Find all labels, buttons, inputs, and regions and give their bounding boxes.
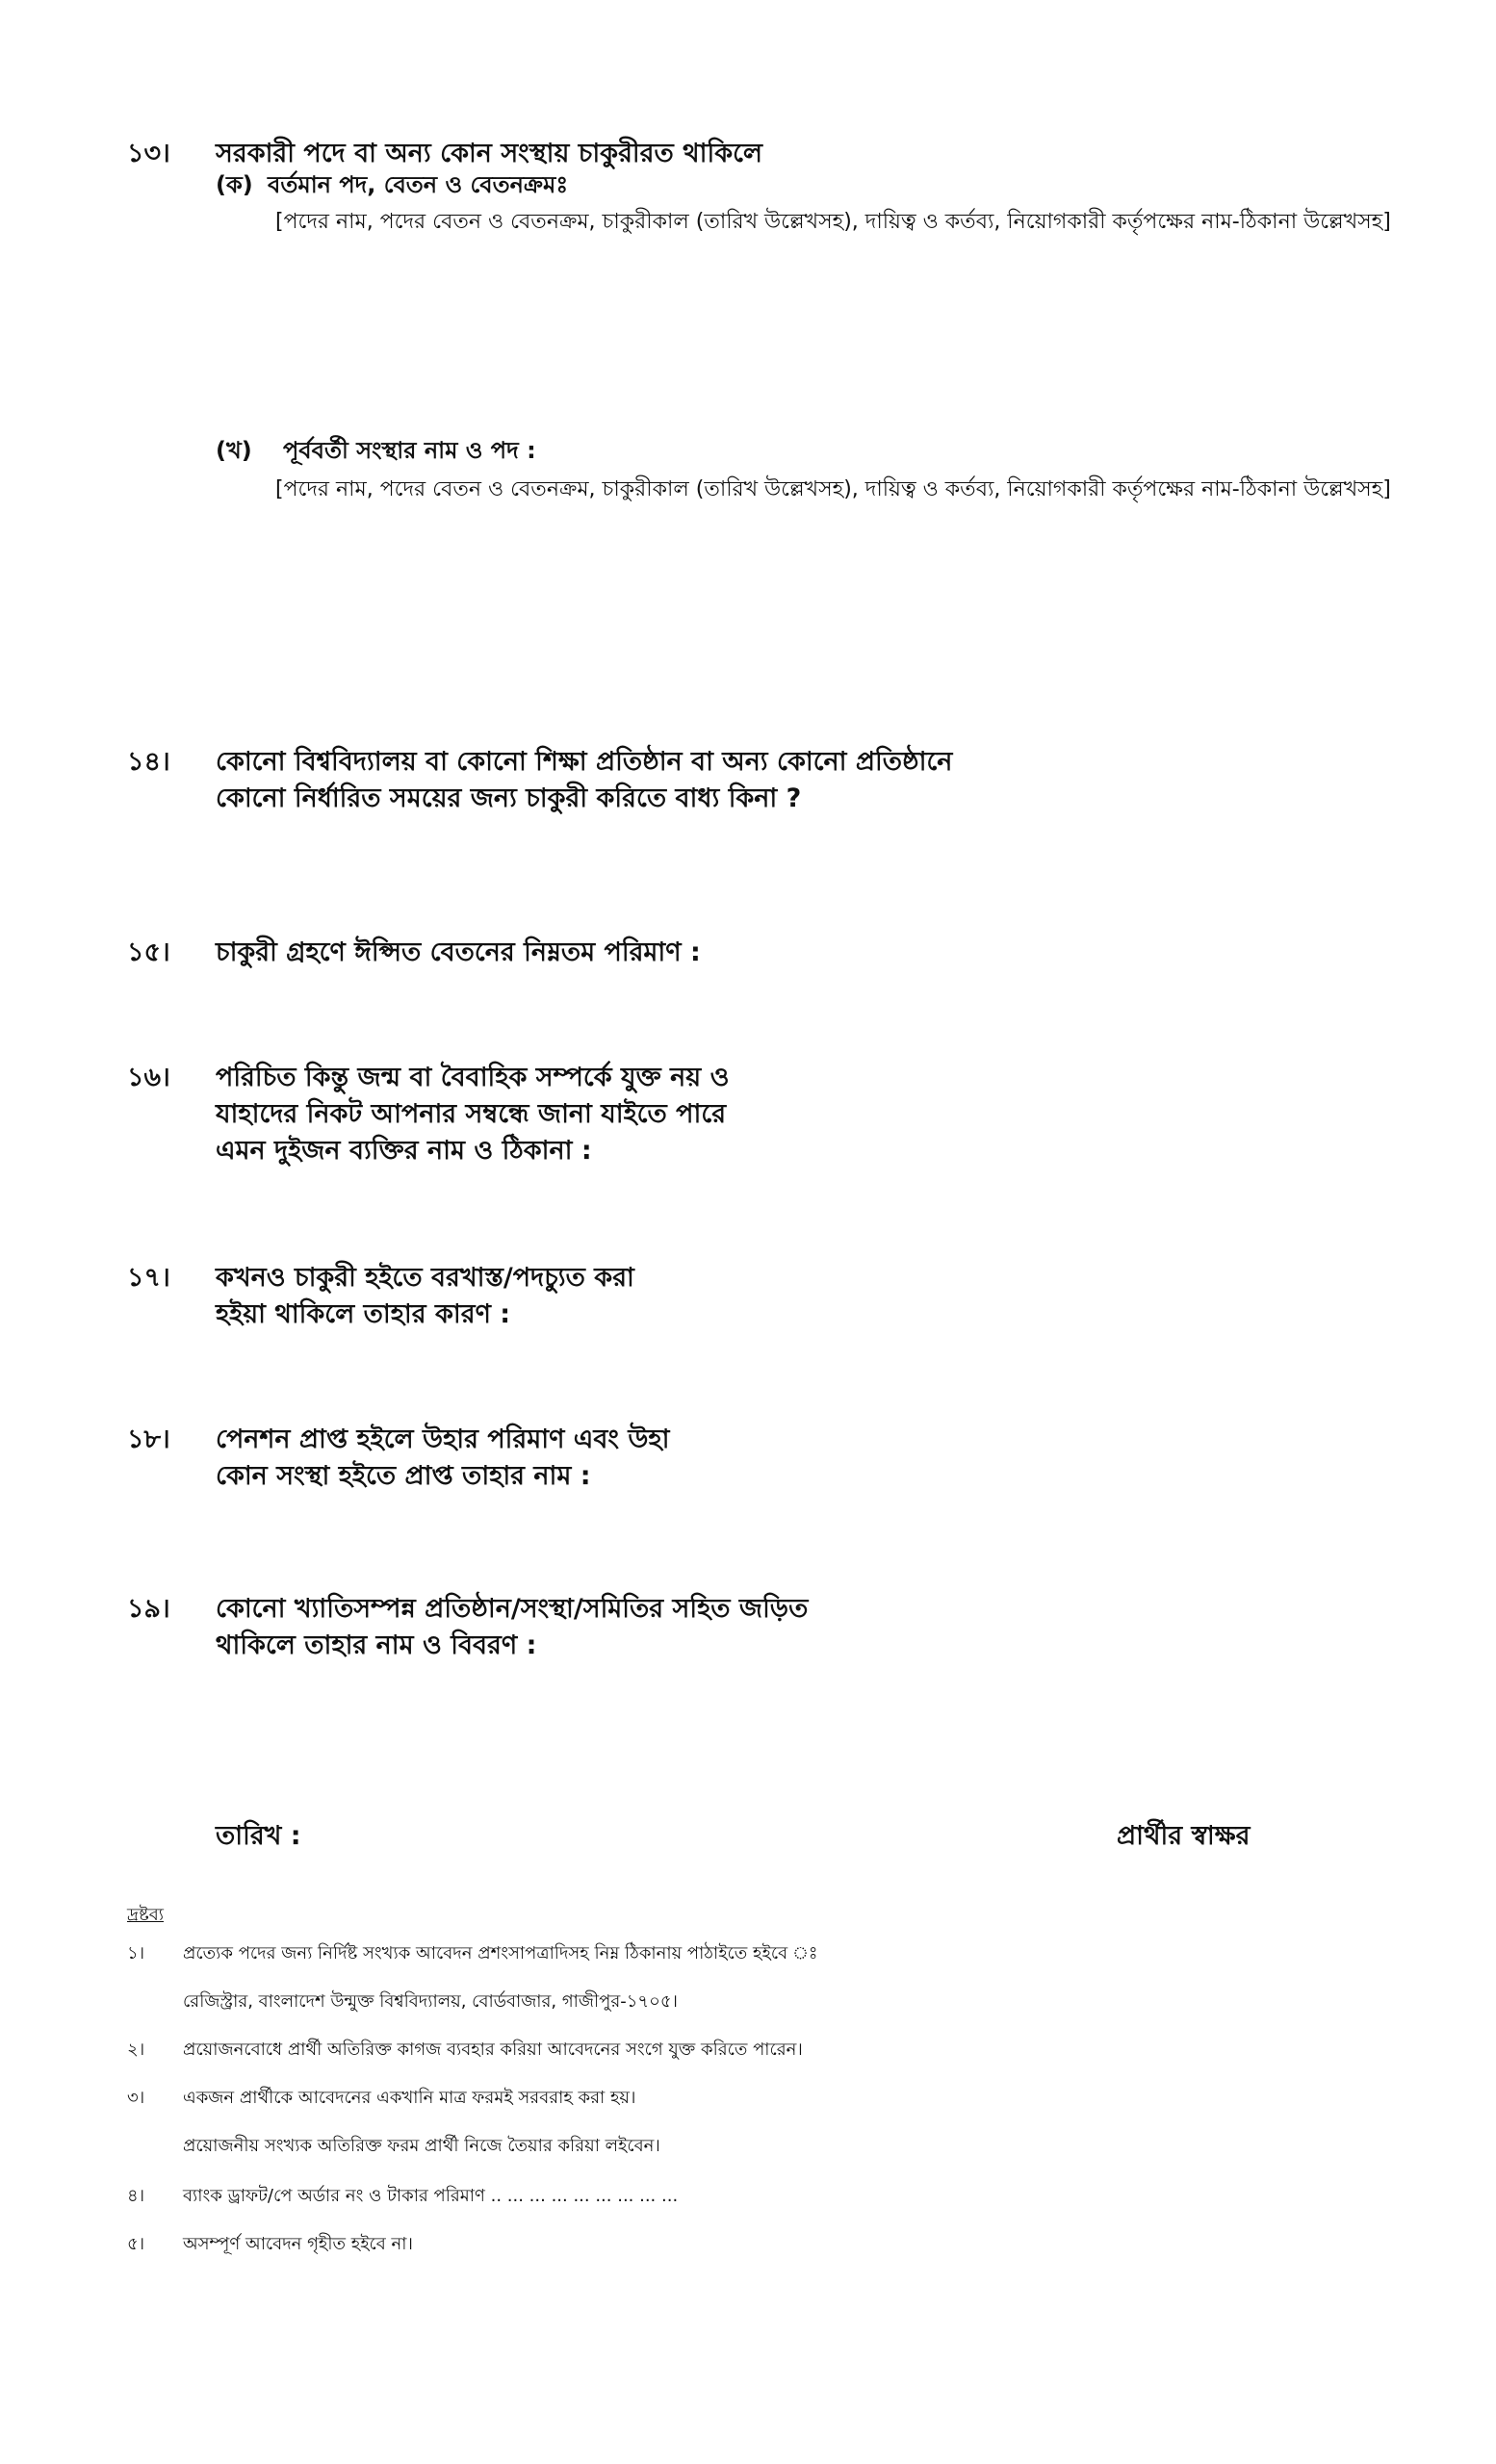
section-18-line-1: পেনশন প্রাপ্ত হইলে উহার পরিমাণ এবং উহা — [216, 1424, 670, 1454]
section-19-line-1: কোনো খ্যাতিসম্পন্ন প্রতিষ্ঠান/সংস্থা/সমিতির সহিত জড়িত — [216, 1594, 809, 1624]
section-17-line-2: হইয়া থাকিলে তাহার কারণ : — [216, 1299, 511, 1329]
section-13-title: সরকারী পদে বা অন্য কোন সংস্থায় চাকুরীরত থাকিলে — [216, 139, 763, 168]
note-2-text: প্রয়োজনবোধে প্রার্থী অতিরিক্ত কাগজ ব্যবহার করিয়া আবেদনের সংগে যুক্ত করিতে পারেন। — [183, 2040, 803, 2060]
section-18-number: ১৮। — [127, 1424, 170, 1454]
note-1-continuation: রেজিস্ট্রার, বাংলাদেশ উন্মুক্ত বিশ্ববিদ্যালয়, বোর্ডবাজার, গাজীপুর-১৭০৫। — [183, 1991, 678, 2012]
section-15-line-1: চাকুরী গ্রহণে ঈপ্সিত বেতনের নিম্নতম পরিমাণ : — [216, 937, 701, 967]
note-1-number: ১। — [127, 1943, 145, 1964]
section-15-number: ১৫। — [127, 937, 170, 967]
note-2-number: ২। — [127, 2040, 145, 2060]
note-5-number: ৫। — [127, 2234, 145, 2254]
section-19-number: ১৯। — [127, 1594, 170, 1624]
note-1-text: প্রত্যেক পদের জন্য নির্দিষ্ট সংখ্যক আবেদন প্রশংসাপত্রাদিসহ নিম্ন ঠিকানায় পাঠাইতে হইবে ঃ — [183, 1943, 818, 1964]
section-14-number: ১৪। — [127, 747, 170, 777]
section-13-b-note: [পদের নাম, পদের বেতন ও বেতনক্রম, চাকুরীকাল (তারিখ উল্লেখসহ), দায়িত্ব ও কর্তব্য, নিয়োগকারী কর্তৃপক্ষের নাম-ঠিকানা উল্লেখসহ] — [275, 477, 1391, 501]
section-16-line-1: পরিচিত কিন্তু জন্ম বা বৈবাহিক সম্পর্কে যুক্ত নয় ও — [216, 1063, 730, 1092]
section-14-line-1: কোনো বিশ্ববিদ্যালয় বা কোনো শিক্ষা প্রতিষ্ঠান বা অন্য কোনো প্রতিষ্ঠানে — [216, 747, 953, 777]
section-13-number: ১৩। — [127, 139, 170, 168]
section-14-line-2: কোনো নির্ধারিত সময়ের জন্য চাকুরী করিতে বাধ্য কিনা ? — [216, 783, 802, 813]
note-3-text: একজন প্রার্থীকে আবেদনের একখানি মাত্র ফরমই সরবরাহ করা হয়। — [183, 2088, 636, 2108]
section-16-line-2: যাহাদের নিকট আপনার সম্বন্ধে জানা যাইতে পারে — [216, 1099, 727, 1129]
section-19-line-2: থাকিলে তাহার নাম ও বিবরণ : — [216, 1630, 537, 1660]
notes-heading: দ্রষ্টব্য — [127, 1905, 164, 1925]
note-5-text: অসম্পূর্ণ আবেদন গৃহীত হইবে না। — [183, 2234, 413, 2254]
candidate-signature-label: প্রার্থীর স্বাক্ষর — [1117, 1821, 1251, 1851]
note-4-text: ব্যাংক ড্রাফট/পে অর্ডার নং ও টাকার পরিমাণ .. ... ... ... ... ... ... ... ... — [183, 2186, 679, 2206]
section-18-line-2: কোন সংস্থা হইতে প্রাপ্ত তাহার নাম : — [216, 1461, 591, 1491]
date-label: তারিখ : — [216, 1821, 301, 1851]
section-17-line-1: কখনও চাকুরী হইতে বরখাস্ত/পদচ্যুত করা — [216, 1263, 634, 1293]
section-16-line-3: এমন দুইজন ব্যক্তির নাম ও ঠিকানা : — [216, 1136, 592, 1166]
section-13-b-label: (খ) — [216, 437, 252, 464]
section-13-a-label: (ক) — [216, 171, 253, 198]
section-17-number: ১৭। — [127, 1263, 170, 1293]
section-13-a-title: বর্তমান পদ, বেতন ও বেতনক্রমঃ — [268, 171, 569, 198]
note-4-number: ৪। — [127, 2186, 145, 2206]
note-3-continuation: প্রয়োজনীয় সংখ্যক অতিরিক্ত ফরম প্রার্থী নিজে তৈয়ার করিয়া লইবেন। — [183, 2136, 660, 2156]
section-13-b-title: পূর্ববর্তী সংস্থার নাম ও পদ : — [283, 437, 536, 464]
section-16-number: ১৬। — [127, 1063, 170, 1092]
note-3-number: ৩। — [127, 2088, 145, 2108]
section-13-a-note: [পদের নাম, পদের বেতন ও বেতনক্রম, চাকুরীকাল (তারিখ উল্লেখসহ), দায়িত্ব ও কর্তব্য, নিয়োগকারী কর্তৃপক্ষের নাম-ঠিকানা উল্লেখসহ] — [275, 210, 1391, 234]
